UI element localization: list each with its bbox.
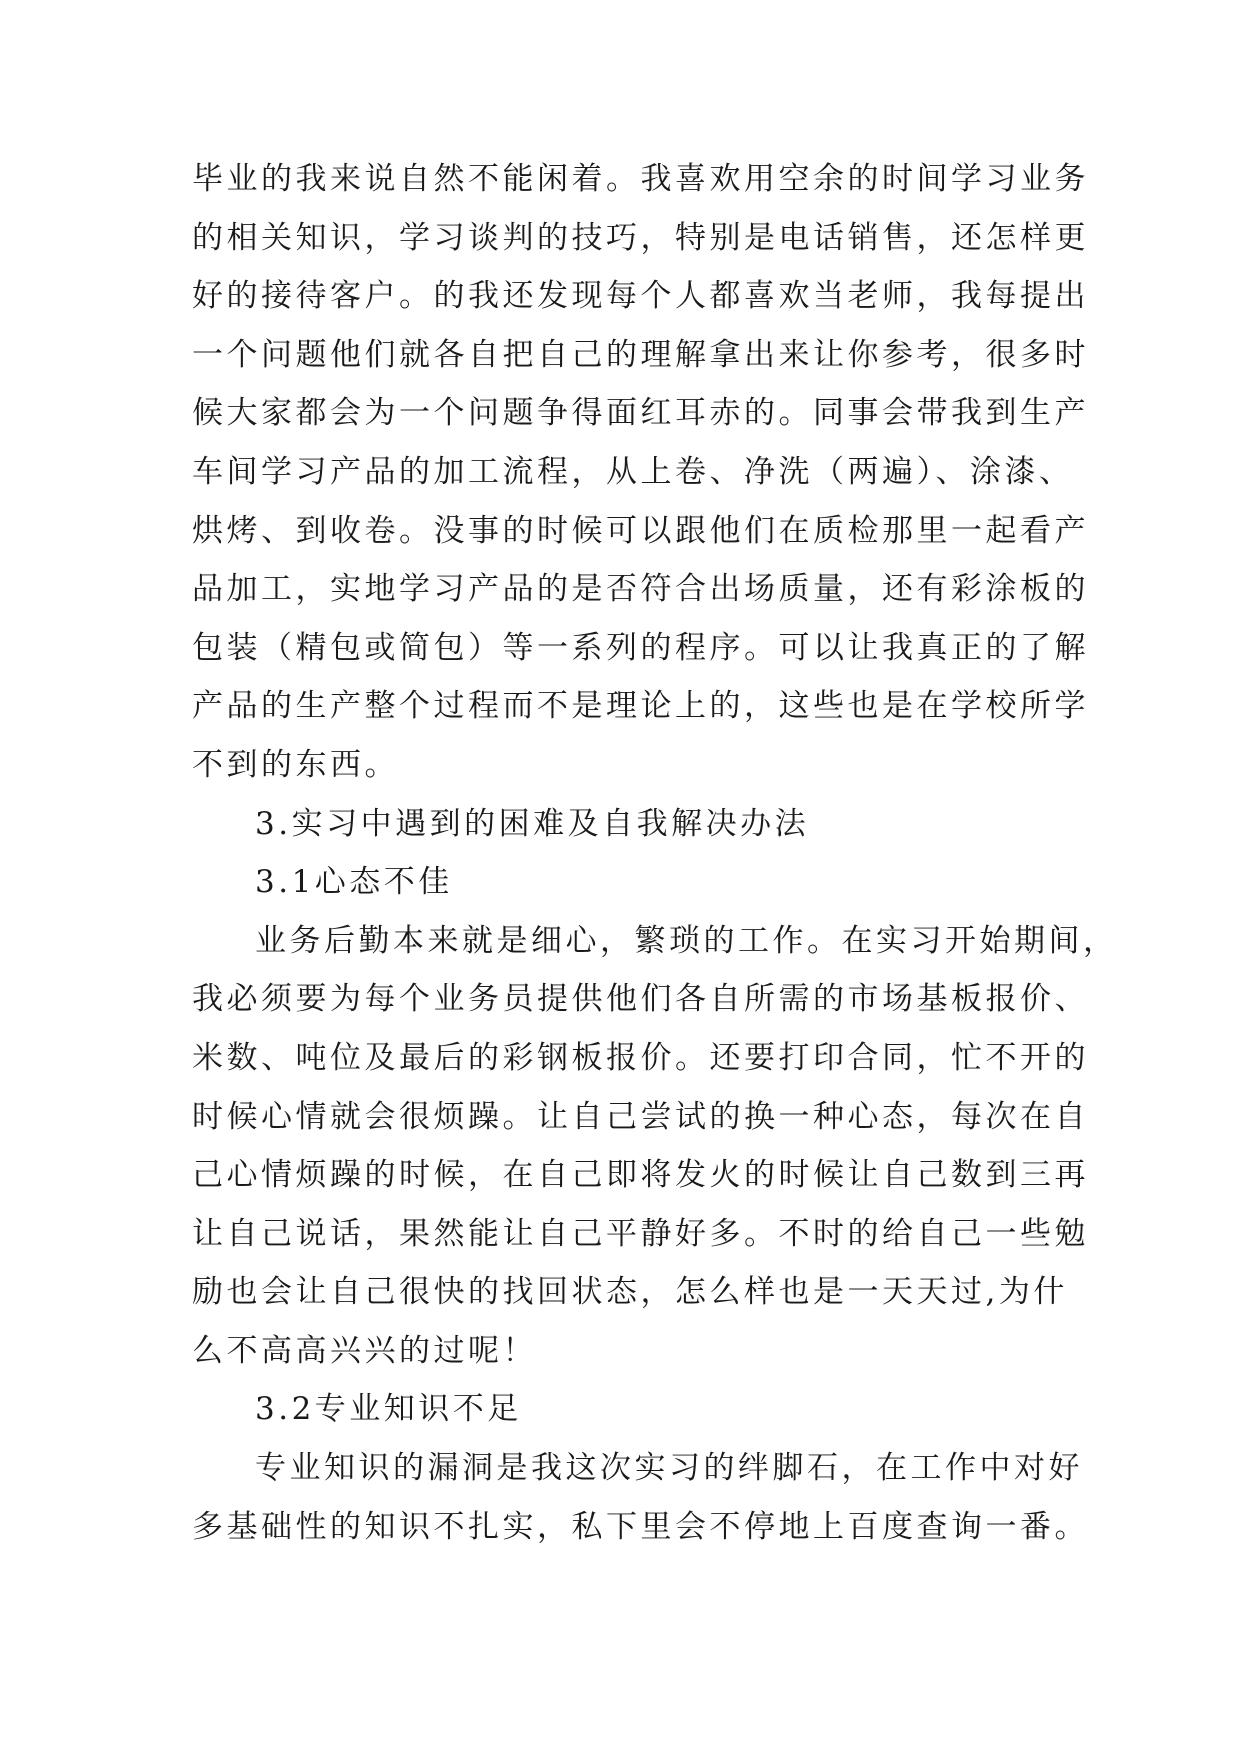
paragraph-start-line: 业务后勤本来就是细心，繁琐的工作。在实习开始期间，: [255, 922, 1118, 959]
text-line: 多基础性的知识不扎实，私下里会不停地上百度查询一番。: [192, 1508, 1089, 1545]
paragraph-start-line: 专业知识的漏洞是我这次实习的绊脚石，在工作中对好: [255, 1450, 1083, 1487]
section-heading: 3.实习中遇到的困难及自我解决办法: [255, 805, 810, 842]
subsection-heading: 3.2专业知识不足: [255, 1391, 522, 1428]
text-line: 包装（精包或简包）等一系列的程序。可以让我真正的了解: [192, 629, 1089, 666]
text-line: 不到的东西。: [192, 746, 399, 783]
text-line: 一个问题他们就各自把自己的理解拿出来让你参考，很多时: [192, 336, 1089, 373]
text-line: 么不高高兴兴的过呢！: [192, 1332, 537, 1369]
text-line: 品加工，实地学习产品的是否符合出场质量，还有彩涂板的: [192, 571, 1089, 608]
text-line: 毕业的我来说自然不能闲着。我喜欢用空余的时间学习业务: [192, 161, 1089, 197]
text-line: 车间学习产品的加工流程，从上卷、净洗（两遍）、涂漆、: [192, 453, 1074, 490]
text-line: 米数、吨位及最后的彩钢板报价。还要打印合同，忙不开的: [192, 1039, 1089, 1076]
text-line: 励也会让自己很快的找回状态，怎么样也是一天天过,为什: [192, 1274, 1068, 1311]
body-text: [192, 150, 1118, 1556]
text-line: 好的接待客户。的我还发现每个人都喜欢当老师，我每提出: [192, 278, 1089, 315]
text-line: 产品的生产整个过程而不是理论上的，这些也是在学校所学: [192, 688, 1089, 725]
text-line: 的相关知识，学习谈判的技巧，特别是电话销售，还怎样更: [192, 219, 1089, 256]
text-line: 我必须要为每个业务员提供他们各自所需的市场基板报价、: [192, 981, 1089, 1018]
text-line: 让自己说话，果然能让自己平静好多。不时的给自己一些勉: [192, 1215, 1089, 1252]
text-line: 候大家都会为一个问题争得面红耳赤的。同事会带我到生产: [192, 395, 1089, 432]
text-line: 己心情烦躁的时候，在自己即将发火的时候让自己数到三再: [192, 1157, 1089, 1194]
text-line: 烘烤、到收卷。没事的时候可以跟他们在质检那里一起看产: [192, 512, 1089, 549]
text-line: 时候心情就会很烦躁。让自己尝试的换一种心态，每次在自: [192, 1098, 1089, 1135]
subsection-heading: 3.1心态不佳: [255, 864, 453, 901]
